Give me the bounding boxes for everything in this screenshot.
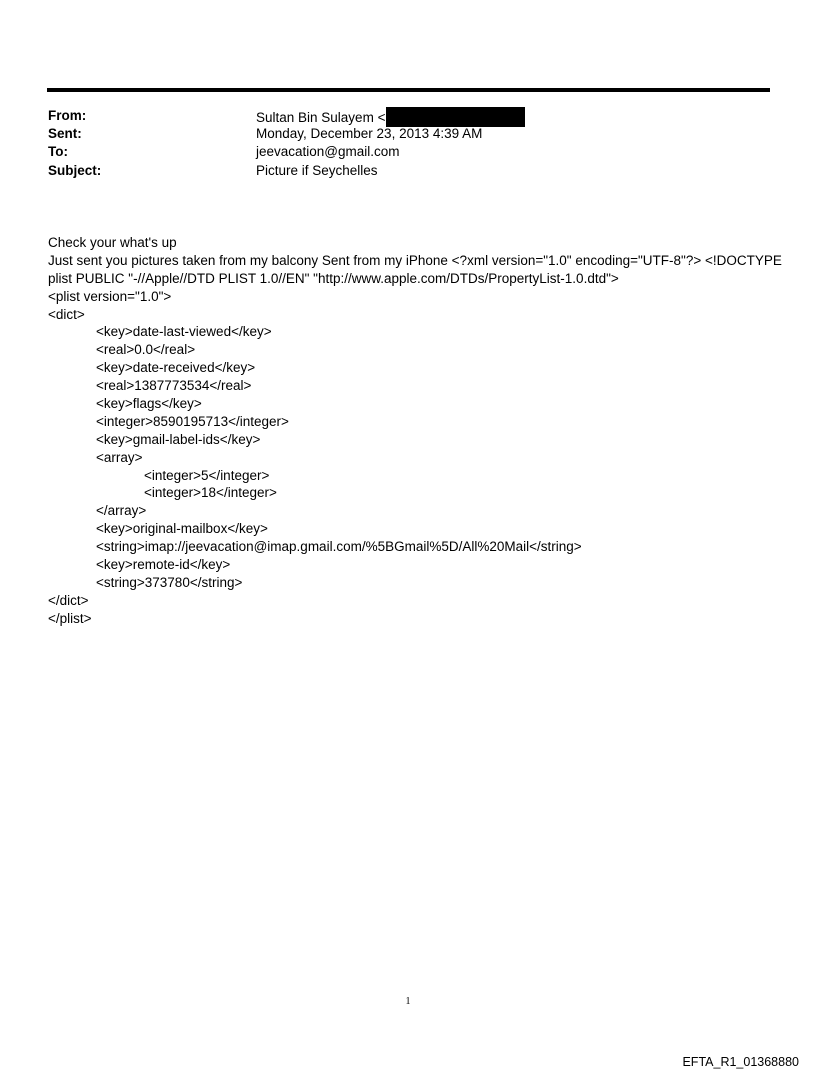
from-row [48, 107, 768, 125]
email-body [48, 234, 782, 628]
body-line: <integer>5</integer> [144, 467, 270, 483]
body-line: <plist version="1.0"> [48, 288, 172, 304]
to-value: jeevacation@gmail.com [256, 144, 400, 160]
body-line: <key>gmail-label-ids</key> [96, 431, 261, 447]
body-line: Check your what's up [48, 235, 177, 250]
sent-label: Sent: [48, 126, 82, 142]
body-line: plist PUBLIC "-//Apple//DTD PLIST 1.0//EN" "http://www.apple.com/DTDs/PropertyList-1.0.dtd"> [48, 270, 619, 286]
subject-row [48, 162, 768, 180]
body-line: </dict> [48, 592, 89, 608]
body-line: <key>flags</key> [96, 396, 202, 412]
from-value [256, 107, 768, 125]
email-header [48, 107, 768, 180]
to-label: To: [48, 144, 68, 160]
header-rule [47, 88, 770, 92]
body-line: <integer>8590195713</integer> [96, 413, 289, 429]
subject-value: Picture if Seychelles [256, 162, 378, 178]
body-line: <array> [96, 449, 143, 465]
body-line: <key>date-last-viewed</key> [96, 324, 272, 340]
body-line: <real>1387773534</real> [96, 378, 252, 394]
document-id: EFTA_R1_01368880 [682, 1055, 799, 1069]
to-row [48, 143, 768, 161]
sent-row [48, 125, 768, 143]
body-line: <real>0.0</real> [96, 342, 196, 358]
body-line: </plist> [48, 610, 92, 626]
body-line: <dict> [48, 306, 85, 322]
sender-name: Sultan Bin Sulayem < [256, 110, 386, 125]
from-label: From: [48, 108, 87, 123]
body-line: <string>imap://jeevacation@imap.gmail.com/%5BGmail%5D/All%20Mail</string> [96, 539, 582, 555]
body-line: <key>remote-id</key> [96, 557, 231, 573]
body-line: <string>373780</string> [96, 574, 243, 590]
body-line: <key>original-mailbox</key> [96, 521, 268, 537]
sent-value: Monday, December 23, 2013 4:39 AM [256, 126, 483, 142]
body-line: <integer>18</integer> [144, 485, 277, 501]
page-number: 1 [405, 996, 411, 1007]
body-line: Just sent you pictures taken from my balcony Sent from my iPhone <?xml version="1.0" encoding="UTF-8"?> <!DOCTYPE [48, 252, 782, 268]
redaction-block [386, 107, 525, 127]
body-line: <key>date-received</key> [96, 360, 256, 376]
subject-label: Subject: [48, 162, 102, 178]
body-line: </array> [96, 503, 147, 519]
